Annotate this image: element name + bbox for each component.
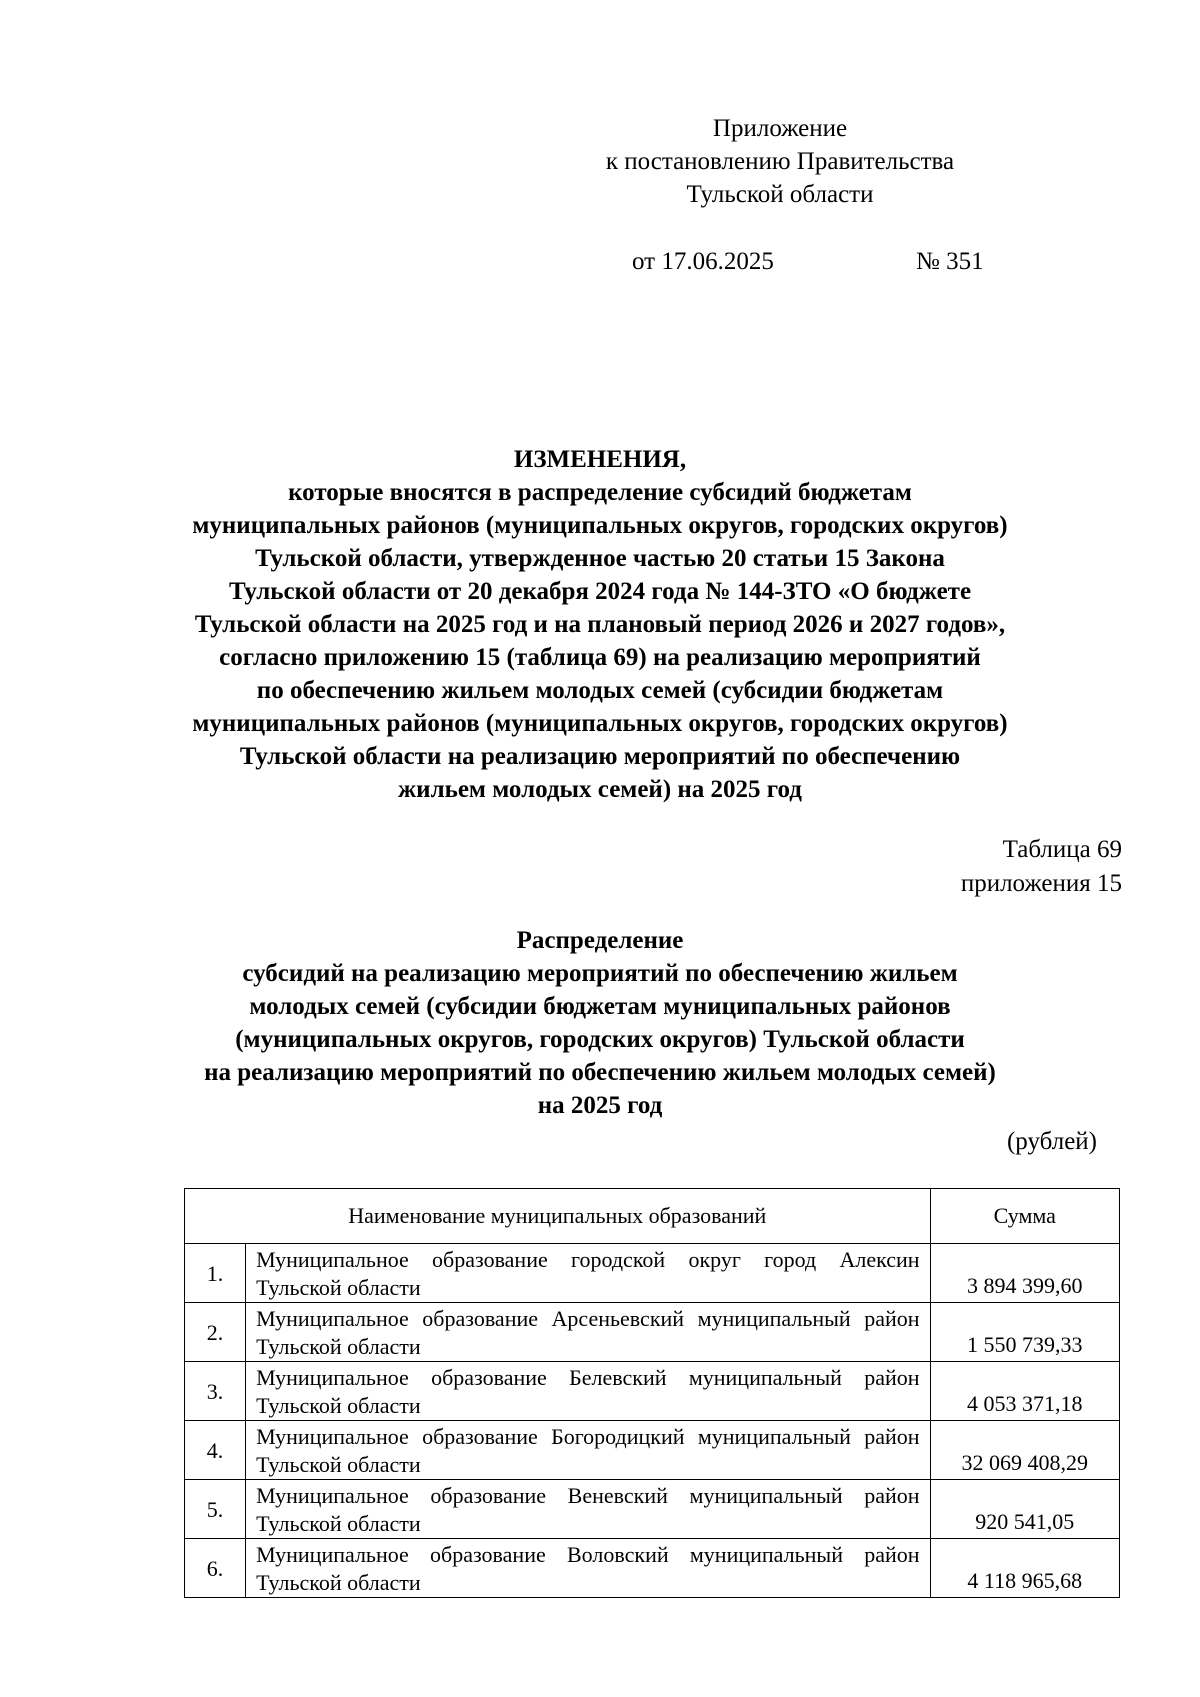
- row-number: 2.: [185, 1303, 246, 1362]
- title-line: Тульской области на реализацию мероприятий по обеспечению: [239, 743, 961, 770]
- title-line: муниципальных районов (муниципальных округов, городских округов): [192, 512, 1008, 539]
- table-row: [185, 1303, 1120, 1362]
- distribution-title-line: на 2025 год: [537, 1092, 663, 1119]
- municipality-name: Муниципальное образование Богородицкий муниципальный район Тульской области: [246, 1421, 930, 1480]
- subsidy-amount: 3 894 399,60: [930, 1244, 1119, 1303]
- title-line: по обеспечению жильем молодых семей (субсидии бюджетам: [256, 677, 944, 704]
- subsidy-amount: 1 550 739,33: [930, 1303, 1119, 1362]
- appendix-line: Тульской области: [686, 181, 874, 208]
- table-reference-line: Таблица 69: [1002, 836, 1122, 863]
- subsidy-amount: 32 069 408,29: [930, 1421, 1119, 1480]
- row-number: 6.: [185, 1539, 246, 1598]
- distribution-title: [140, 924, 1060, 1122]
- municipality-name: Муниципальное образование Воловский муниципальный район Тульской области: [246, 1539, 930, 1598]
- table-row: [185, 1244, 1120, 1303]
- row-number: 1.: [185, 1244, 246, 1303]
- municipality-name: Муниципальное образование Веневский муниципальный район Тульской области: [246, 1480, 930, 1539]
- table-reference-line: приложения 15: [960, 870, 1122, 897]
- row-number: 4.: [185, 1421, 246, 1480]
- table-row: [185, 1480, 1120, 1539]
- table-row: [185, 1539, 1120, 1598]
- units-label: (рублей): [1006, 1128, 1097, 1155]
- subsidy-amount: 4 118 965,68: [930, 1539, 1119, 1598]
- document-title: [140, 443, 1060, 806]
- table-header-row: [185, 1189, 1120, 1244]
- distribution-title-line: молодых семей (субсидии бюджетам муниципальных районов: [249, 993, 951, 1020]
- distribution-title-line: Распределение: [516, 927, 684, 954]
- distribution-title-line: субсидий на реализацию мероприятий по обеспечению жильем: [242, 960, 958, 987]
- title-line: ИЗМЕНЕНИЯ,: [513, 446, 687, 473]
- title-line: муниципальных районов (муниципальных округов, городских округов): [192, 710, 1008, 737]
- subsidy-table: [184, 1188, 1120, 1598]
- title-line: Тульской области, утвержденное частью 20 статьи 15 Закона: [255, 545, 945, 572]
- municipality-name: Муниципальное образование Арсеньевский муниципальный район Тульской области: [246, 1303, 930, 1362]
- header-municipality: Наименование муниципальных образований: [185, 1189, 931, 1244]
- municipality-name: Муниципальное образование городской округ город Алексин Тульской области: [246, 1244, 930, 1303]
- title-line: Тульской области на 2025 год и на плановый период 2026 и 2027 годов»,: [194, 611, 1006, 638]
- appendix-line: к постановлению Правительства: [605, 148, 955, 175]
- subsidy-amount: 920 541,05: [930, 1480, 1119, 1539]
- distribution-title-line: на реализацию мероприятий по обеспечению жильем молодых семей): [204, 1059, 996, 1086]
- title-line: которые вносятся в распределение субсидий бюджетам: [288, 479, 912, 506]
- title-line: жильем молодых семей) на 2025 год: [398, 776, 802, 803]
- municipality-name: Муниципальное образование Белевский муниципальный район Тульской области: [246, 1362, 930, 1421]
- table-reference: [961, 833, 1122, 901]
- title-line: согласно приложению 15 (таблица 69) на реализацию мероприятий: [219, 644, 981, 671]
- decree-date: от 17.06.2025: [632, 248, 774, 275]
- decree-number: № 351: [916, 248, 984, 275]
- table-row: [185, 1421, 1120, 1480]
- header-sum: Сумма: [930, 1189, 1119, 1244]
- subsidy-amount: 4 053 371,18: [930, 1362, 1119, 1421]
- row-number: 3.: [185, 1362, 246, 1421]
- table-row: [185, 1362, 1120, 1421]
- appendix-line: Приложение: [712, 115, 848, 142]
- title-line: Тульской области от 20 декабря 2024 года № 144-ЗТО «О бюджете: [228, 578, 972, 605]
- row-number: 5.: [185, 1480, 246, 1539]
- appendix-header: [560, 112, 1000, 211]
- distribution-title-line: (муниципальных округов, городских округов) Тульской области: [235, 1026, 965, 1053]
